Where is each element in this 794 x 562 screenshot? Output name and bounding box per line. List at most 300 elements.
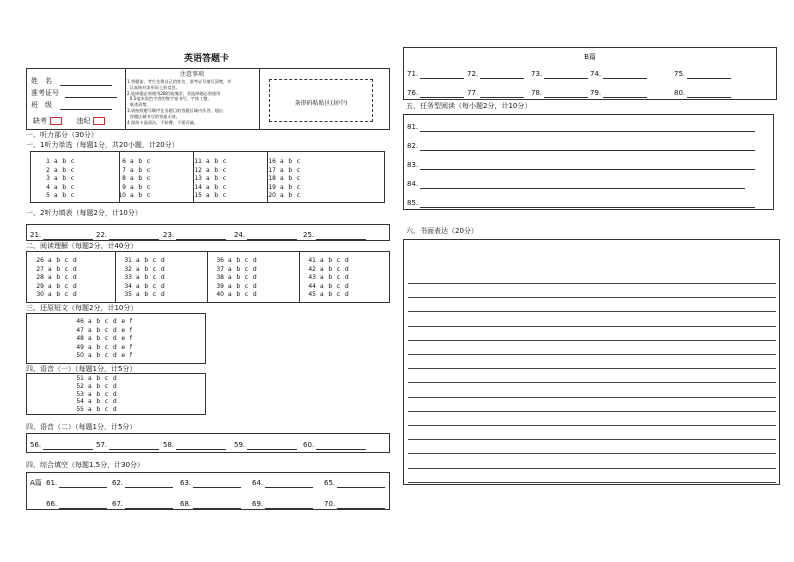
answer-options[interactable]: a b c d	[228, 257, 259, 264]
b-blank[interactable]	[467, 70, 524, 79]
listening-choice-row[interactable]	[112, 184, 152, 191]
fill-blank[interactable]	[112, 479, 173, 488]
answer-options[interactable]: a b c d	[88, 390, 119, 398]
answer-line[interactable]	[687, 78, 731, 79]
question-number: 8	[122, 175, 126, 182]
answer-line[interactable]	[420, 78, 464, 79]
question-number: 45	[308, 291, 316, 298]
listening-blank[interactable]	[234, 231, 297, 240]
b-blank[interactable]	[590, 89, 647, 98]
answer-options[interactable]: a b c	[280, 175, 302, 182]
answer-line[interactable]	[337, 487, 385, 488]
notice-line: 1.答题前，考生先将自己的姓名、准考证号填写清楚，并	[127, 79, 232, 84]
b-blank[interactable]	[590, 70, 647, 79]
writing-rule-line	[408, 382, 776, 383]
fill-blank[interactable]	[46, 500, 107, 509]
question-number: 35	[124, 291, 132, 298]
answer-options[interactable]: a b c d	[48, 265, 79, 273]
notice-block	[127, 71, 257, 125]
blank-number: 59.	[234, 441, 246, 449]
cloze-choice-row[interactable]	[70, 318, 133, 325]
reading-choice-row[interactable]	[118, 266, 166, 273]
question-number: 47	[76, 326, 84, 334]
answer-line[interactable]	[420, 150, 755, 151]
blank-number: 74.	[590, 70, 602, 78]
question-number: 12	[194, 166, 202, 174]
writing-rule-line	[408, 297, 776, 298]
blank-number: 72.	[467, 70, 479, 78]
blank-number: 64.	[252, 479, 264, 487]
answer-line[interactable]	[603, 97, 647, 98]
phonetic1-choice-row[interactable]	[70, 375, 118, 382]
question-number: 51	[76, 375, 84, 382]
fill-blank[interactable]	[324, 479, 385, 488]
question-number: 37	[216, 265, 224, 273]
question-number: 29	[36, 282, 44, 290]
answer-line[interactable]	[420, 97, 464, 98]
phonetic2-blank[interactable]	[303, 441, 366, 450]
answer-options[interactable]: a b c d	[320, 257, 351, 264]
notice-line: 2.选择题必须使用2B铅笔填涂；非选择题必须使用	[127, 90, 221, 96]
answer-options[interactable]: a b c	[206, 166, 228, 174]
phonetic1-choice-row[interactable]	[70, 391, 118, 398]
question-number: 19	[268, 183, 276, 191]
reading-choice-row[interactable]	[30, 274, 78, 281]
answer-options[interactable]: a b c	[130, 166, 152, 174]
listening-part1-heading: 一、1听力单选（每题1分，共20小题，计20分）	[26, 141, 179, 149]
answer-options[interactable]: a b c	[54, 175, 76, 182]
reading-choice-row[interactable]	[30, 291, 78, 298]
answer-options[interactable]: a b c d	[48, 282, 79, 290]
answer-options[interactable]: a b c d	[228, 274, 259, 281]
question-number: 42	[308, 265, 316, 273]
fill-blank[interactable]	[112, 500, 173, 509]
phonetic2-blank[interactable]	[30, 441, 93, 450]
answer-options[interactable]: a b c	[54, 158, 76, 165]
question-number: 27	[36, 265, 44, 273]
blank-number: 21.	[30, 231, 42, 239]
answer-options[interactable]: a b c d	[136, 265, 167, 273]
blank-number: 63.	[180, 479, 192, 487]
answer-options[interactable]: a b c	[280, 183, 302, 191]
b-section-heading: B篇	[584, 53, 596, 61]
class-field[interactable]	[31, 101, 112, 110]
listening-choice-row[interactable]	[36, 192, 76, 199]
answer-line[interactable]	[603, 78, 647, 79]
listening-choice-row[interactable]	[262, 158, 302, 165]
writing-rule-line	[408, 453, 776, 454]
question-number: 38	[216, 274, 224, 281]
b-blank[interactable]	[674, 89, 731, 98]
reading-heading: 二、阅读理解（每题2分，计40分）	[26, 242, 138, 250]
listening-blank[interactable]	[303, 231, 366, 240]
answer-options[interactable]: a b c d	[320, 274, 351, 281]
task-reading-blank[interactable]	[407, 161, 755, 170]
listening-choice-row[interactable]	[36, 175, 76, 182]
question-number: 10	[118, 192, 126, 199]
listening-choice-row[interactable]	[36, 184, 76, 191]
fill-blank[interactable]	[46, 479, 107, 488]
answer-line[interactable]	[337, 508, 385, 509]
answer-options[interactable]: a b c	[130, 183, 152, 191]
question-number: 54	[76, 398, 84, 406]
reading-choice-row[interactable]	[210, 274, 258, 281]
violation-label: 违纪	[76, 117, 91, 125]
blank-number: 84.	[407, 180, 419, 188]
reading-choice-row[interactable]	[210, 283, 258, 290]
answer-line[interactable]	[420, 188, 745, 189]
reading-choice-row[interactable]	[302, 266, 350, 273]
answer-options[interactable]: a b c	[280, 166, 302, 174]
answer-options[interactable]: a b c d e f	[88, 318, 134, 325]
reading-choice-row[interactable]	[210, 291, 258, 298]
task-reading-blank[interactable]	[407, 199, 755, 208]
answer-options[interactable]: a b c d	[228, 282, 259, 290]
cloze-choice-row[interactable]	[70, 352, 133, 359]
listening-choice-row[interactable]	[262, 167, 302, 174]
listening-choice-row[interactable]	[36, 158, 76, 165]
reading-choice-row[interactable]	[302, 291, 350, 298]
answer-options[interactable]: a b c d	[228, 265, 259, 273]
notice-line: 0.5毫米黑色字迹的签字笔书写，字体工整、	[127, 96, 212, 102]
answer-options[interactable]: a b c d	[88, 375, 119, 382]
answer-options[interactable]: a b c d e f	[88, 352, 134, 360]
reading-choice-row[interactable]	[118, 283, 166, 290]
question-number: 50	[76, 352, 84, 360]
listening-heading: 一、听力部分（30分）	[26, 131, 98, 139]
b-blank[interactable]	[531, 89, 588, 98]
fill-blank[interactable]	[324, 500, 385, 509]
answer-line[interactable]	[316, 239, 366, 240]
listening-choice-row[interactable]	[112, 158, 152, 165]
writing-rule-line	[408, 468, 776, 469]
answer-line[interactable]	[420, 131, 755, 132]
answer-options[interactable]: a b c	[206, 175, 228, 182]
question-number: 48	[76, 335, 84, 343]
listening-choice-row[interactable]	[188, 192, 228, 199]
blank-number: 73.	[531, 70, 543, 78]
phonetic2-blank[interactable]	[163, 441, 226, 450]
answer-line[interactable]	[420, 169, 755, 170]
phonetic1-choice-row[interactable]	[70, 383, 118, 390]
b-blank[interactable]	[407, 89, 464, 98]
answer-options[interactable]: a b c	[130, 175, 152, 182]
task-reading-heading: 五、任务型阅读（每小题2分，计10分）	[406, 102, 532, 110]
answer-options[interactable]: a b c d e f	[88, 343, 134, 351]
question-number: 28	[36, 274, 44, 281]
answer-line[interactable]	[265, 508, 313, 509]
question-number: 40	[216, 291, 224, 298]
listening-choice-row[interactable]	[188, 175, 228, 182]
exam-id-field[interactable]	[31, 89, 117, 98]
fill-heading: 四、综合填空（每题1.5分，计30分）	[26, 461, 145, 469]
question-number: 30	[36, 291, 44, 298]
answer-options[interactable]: a b c d	[228, 291, 259, 298]
answer-line[interactable]	[176, 449, 226, 450]
question-number: 32	[124, 265, 132, 273]
phonetic1-heading: 四、语音（一）（每题1分，计5分）	[26, 365, 137, 373]
answer-line[interactable]	[247, 239, 297, 240]
answer-options[interactable]: a b c d	[88, 398, 119, 406]
answer-line[interactable]	[420, 207, 755, 208]
notice-line: 4.保持卡面清洁，不折叠，不要弄破。	[127, 119, 198, 125]
reading-choice-row[interactable]	[302, 274, 350, 281]
listening-choice-row[interactable]	[188, 158, 228, 165]
listening-choice-row[interactable]	[36, 167, 76, 174]
answer-options[interactable]: a b c d e f	[88, 335, 134, 343]
answer-options[interactable]: a b c	[206, 192, 228, 199]
fill-blank[interactable]	[180, 479, 241, 488]
blank-number: 60.	[303, 441, 315, 449]
answer-line[interactable]	[265, 487, 313, 488]
question-number: 44	[308, 282, 316, 290]
blank-number: 24.	[234, 231, 246, 239]
task-reading-blank[interactable]	[407, 123, 755, 132]
question-number: 31	[124, 257, 132, 264]
cloze-choice-row[interactable]	[70, 335, 133, 342]
notice-line: 笔迹清楚。	[127, 102, 151, 108]
writing-rule-line	[408, 311, 776, 312]
reading-choice-row[interactable]	[210, 257, 258, 264]
blank-number: 58.	[163, 441, 175, 449]
writing-rule-line	[408, 411, 776, 412]
blank-number: 81.	[407, 123, 419, 131]
question-number: 17	[268, 166, 276, 174]
answer-line[interactable]	[544, 97, 588, 98]
student-info-box	[26, 68, 390, 130]
listening-choice-row[interactable]	[188, 167, 228, 174]
fill-blank[interactable]	[180, 500, 241, 509]
answer-line[interactable]	[59, 487, 107, 488]
answer-options[interactable]: a b c	[54, 183, 76, 191]
b-blank[interactable]	[467, 89, 524, 98]
writing-heading: 六、书面表达（20分）	[406, 227, 478, 235]
question-number: 46	[76, 318, 84, 325]
answer-options[interactable]: a b c d	[136, 257, 167, 264]
notice-line: 答题区域书写的答案无效。	[127, 113, 180, 119]
question-number: 3	[46, 175, 50, 182]
task-reading-blank[interactable]	[407, 180, 745, 189]
reading-choice-row[interactable]	[302, 257, 350, 264]
reading-choice-row[interactable]	[30, 283, 78, 290]
blank-number: 65.	[324, 479, 336, 487]
listening-choice-row[interactable]	[262, 184, 302, 191]
answer-options[interactable]: a b c	[54, 192, 76, 199]
blank-number: 62.	[112, 479, 124, 487]
fill-blank[interactable]	[252, 479, 313, 488]
phonetic1-choice-row[interactable]	[70, 406, 118, 413]
question-number: 13	[194, 175, 202, 182]
answer-line[interactable]	[59, 508, 107, 509]
listening-choice-row[interactable]	[112, 175, 152, 182]
blank-number: 25.	[303, 231, 315, 239]
b-blank[interactable]	[407, 70, 464, 79]
blank-number: 75.	[674, 70, 686, 78]
question-number: 39	[216, 282, 224, 290]
question-number: 52	[76, 382, 84, 390]
name-field[interactable]	[31, 77, 112, 86]
listening-choice-row[interactable]	[112, 192, 152, 199]
answer-options[interactable]: a b c d	[320, 291, 351, 298]
question-number: 55	[76, 406, 84, 414]
answer-options[interactable]: a b c d	[88, 382, 119, 390]
b-blank[interactable]	[531, 70, 588, 79]
question-number: 9	[122, 183, 126, 191]
task-reading-blank[interactable]	[407, 142, 755, 151]
fill-blank[interactable]	[252, 500, 313, 509]
reading-choice-row[interactable]	[118, 274, 166, 281]
answer-line[interactable]	[125, 508, 173, 509]
answer-options[interactable]: a b c	[280, 158, 302, 165]
listening-blank[interactable]	[96, 231, 159, 240]
blank-number: 22.	[96, 231, 108, 239]
blank-number: 78.	[531, 89, 543, 97]
writing-rule-line	[408, 439, 776, 440]
answer-line[interactable]	[176, 239, 226, 240]
answer-options[interactable]: a b c	[206, 183, 228, 191]
listening-blank[interactable]	[163, 231, 226, 240]
answer-options[interactable]: a b c d	[136, 274, 167, 281]
answer-sheet-title: 英语答题卡	[184, 54, 230, 64]
absent-checkbox[interactable]	[50, 117, 62, 125]
listening-choice-row[interactable]	[112, 167, 152, 174]
question-number: 4	[46, 183, 50, 191]
blank-number: 76.	[407, 89, 419, 97]
violation-checkbox[interactable]	[93, 117, 105, 125]
phonetic1-choice-row[interactable]	[70, 398, 118, 405]
writing-rule-line	[408, 368, 776, 369]
question-number: 33	[124, 274, 132, 281]
blank-number: 79.	[590, 89, 602, 97]
answer-line[interactable]	[544, 78, 588, 79]
answer-line[interactable]	[43, 449, 93, 450]
blank-number: 56.	[30, 441, 42, 449]
answer-options[interactable]: a b c d	[48, 274, 79, 281]
question-number: 20	[268, 192, 276, 199]
listening-choice-row[interactable]	[262, 175, 302, 182]
question-number: 14	[194, 183, 202, 191]
listening-choice-row[interactable]	[188, 184, 228, 191]
question-number: 1	[46, 158, 50, 165]
question-number: 11	[194, 158, 202, 165]
blank-number: 66.	[46, 500, 58, 508]
reading-choice-row[interactable]	[302, 283, 350, 290]
answer-line[interactable]	[43, 239, 93, 240]
answer-line[interactable]	[247, 449, 297, 450]
blank-number: 77.	[467, 89, 479, 97]
writing-rule-line	[408, 397, 776, 398]
class-label: 班 级	[31, 101, 52, 109]
answer-options[interactable]: a b c d	[48, 257, 79, 264]
question-number: 2	[46, 166, 50, 174]
blank-number: 83.	[407, 161, 419, 169]
reading-choice-row[interactable]	[118, 257, 166, 264]
answer-line[interactable]	[109, 239, 159, 240]
blank-number: 57.	[96, 441, 108, 449]
notice-line: 3.请按照题号顺序在各题目的答题区域内作答，超出	[127, 107, 224, 113]
listening-blank[interactable]	[30, 231, 93, 240]
question-number: 26	[36, 257, 44, 264]
answer-line[interactable]	[125, 487, 173, 488]
cloze-choice-row[interactable]	[70, 327, 133, 334]
blank-number: 85.	[407, 199, 419, 207]
question-number: 7	[122, 166, 126, 174]
question-number: 43	[308, 274, 316, 281]
question-number: 53	[76, 390, 84, 398]
blank-number: 69.	[252, 500, 264, 508]
phonetic2-blank[interactable]	[234, 441, 297, 450]
absent-label: 缺考	[33, 117, 47, 125]
name-label: 姓 名	[31, 77, 52, 85]
answer-line[interactable]	[687, 97, 731, 98]
question-number: 5	[46, 192, 50, 199]
exam-id-label: 准考证号	[31, 89, 59, 97]
b-blank[interactable]	[674, 70, 731, 79]
answer-line[interactable]	[109, 449, 159, 450]
question-number: 34	[124, 282, 132, 290]
answer-options[interactable]: a b c d	[48, 291, 79, 298]
answer-line[interactable]	[480, 78, 524, 79]
writing-box[interactable]	[403, 239, 780, 485]
blank-number: 23.	[163, 231, 175, 239]
answer-options[interactable]: a b c	[130, 158, 152, 165]
reading-choice-row[interactable]	[210, 266, 258, 273]
answer-options[interactable]: a b c d	[88, 406, 119, 414]
answer-options[interactable]: a b c	[130, 192, 152, 199]
answer-options[interactable]: a b c	[54, 166, 76, 174]
question-number: 41	[308, 257, 316, 264]
answer-options[interactable]: a b c d e f	[88, 326, 134, 334]
reading-choice-row[interactable]	[118, 291, 166, 298]
writing-rule-line	[408, 340, 776, 341]
answer-line[interactable]	[480, 97, 524, 98]
answer-options[interactable]: a b c d	[320, 282, 351, 290]
blank-number: 68.	[180, 500, 192, 508]
answer-options[interactable]: a b c	[280, 192, 302, 199]
question-number: 16	[268, 158, 276, 165]
blank-number: 70.	[324, 500, 336, 508]
notice-heading: 注意事项	[179, 71, 204, 78]
barcode-area	[269, 79, 373, 122]
answer-options[interactable]: a b c	[206, 158, 228, 165]
reading-choice-row[interactable]	[30, 266, 78, 273]
blank-number: 71.	[407, 70, 419, 78]
answer-line[interactable]	[193, 508, 241, 509]
question-number: 6	[122, 158, 126, 165]
reading-choice-row[interactable]	[30, 257, 78, 264]
blank-number: 67.	[112, 500, 124, 508]
answer-options[interactable]: a b c d	[136, 291, 167, 298]
writing-rule-line	[408, 283, 776, 284]
blank-number: 82.	[407, 142, 419, 150]
writing-rule-line	[408, 354, 776, 355]
phonetic2-heading: 四、语音（二）（每题1分，计5分）	[26, 423, 137, 431]
blank-number: 80.	[674, 89, 686, 97]
notice-line: 认真核对条形码上的信息。	[127, 84, 180, 90]
answer-options[interactable]: a b c d	[136, 282, 167, 290]
answer-line[interactable]	[316, 449, 366, 450]
phonetic2-blank[interactable]	[96, 441, 159, 450]
barcode-label: 条形码粘贴区(居中)	[294, 100, 348, 107]
cloze-choice-row[interactable]	[70, 344, 133, 351]
question-number: 49	[76, 343, 84, 351]
question-number: 36	[216, 257, 224, 264]
answer-line[interactable]	[193, 487, 241, 488]
answer-options[interactable]: a b c d	[320, 265, 351, 273]
listening-choice-row[interactable]	[262, 192, 302, 199]
question-number: 15	[194, 192, 202, 199]
cloze-heading: 三、还原短文（每题2分，计10分）	[26, 304, 138, 312]
